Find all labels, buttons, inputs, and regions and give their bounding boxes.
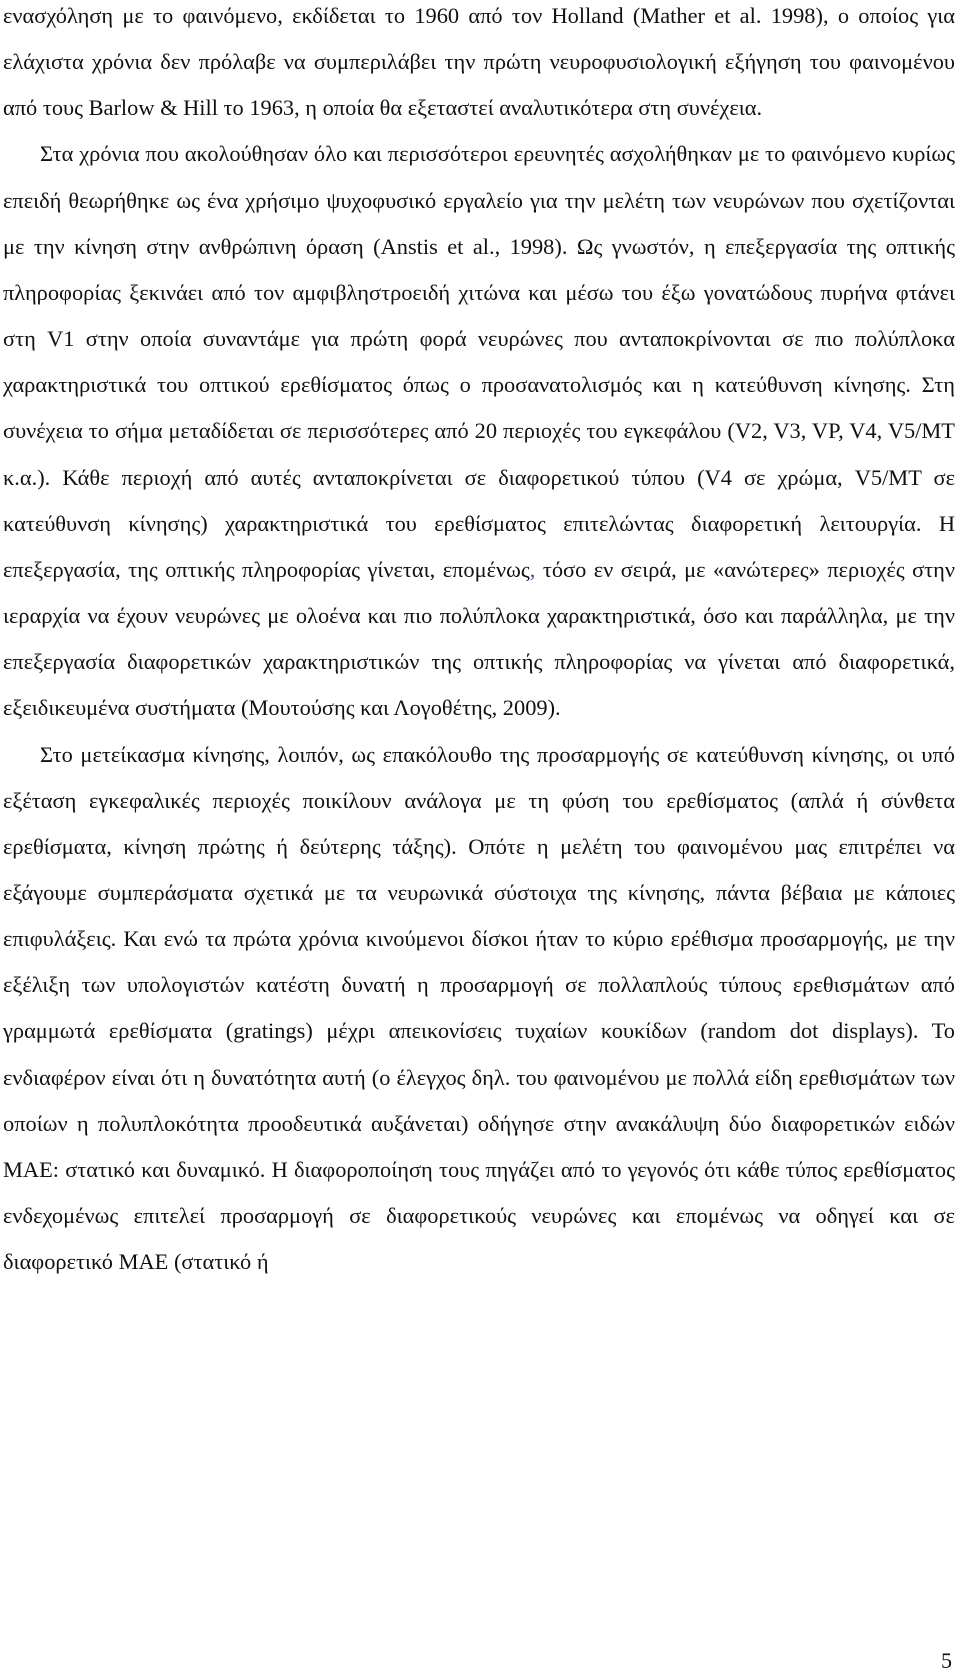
paragraph-2-text-end: τόσο εν σειρά, με «ανώτερες» περιοχές στην ιεραρχία να έχουν νευρώνες με ολοένα και πιο πολύπλοκα χαρακτηριστικά, όσο και παράλληλα, με την επεξεργασία διαφορετικών χαρακτηριστικών της οπτικής πληροφορίας να γίνεται από διαφορετικά, εξειδικευμένα συστήματα (Μουτούσης και Λογοθέτης, 2009). bbox=[3, 556, 955, 721]
page-number: 5 bbox=[941, 1648, 952, 1673]
paragraph-2 bbox=[3, 131, 955, 731]
paragraph-3: Στο μετείκασμα κίνησης, λοιπόν, ως επακόλουθο της προσαρμογής σε κατεύθυνση κίνησης, οι υπό εξέταση εγκεφαλικές περιοχές ποικίλουν ανάλογα με τη φύση του ερεθίσματος (απλά ή σύνθετα ερεθίσματα, κίνηση πρώτης ή δεύτερης τάξης). Οπότε η μελέτη του φαινομένου μας επιτρέπει να εξάγουμε συμπεράσματα σχετικά με τα νευρωνικά σύστοιχα της κίνησης, πάντα βέβαια με κάποιες επιφυλάξεις. Και ενώ τα πρώτα χρόνια κινούμενοι δίσκοι ήταν το κύριο ερέθισμα προσαρμογής, με την εξέλιξη των υπολογιστών κατέστη δυνατή η προσαρμογή σε πολλαπλούς τύπους ερεθισμάτων από γραμμωτά ερεθίσματα (gratings) μέχρι απεικονίσεις τυχαίων κουκίδων (random dot displays). Το ενδιαφέρον είναι ότι η δυνατότητα αυτή (ο έλεγχος δηλ. του φαινομένου με πολλά είδη ερεθισμάτων των οποίων η πολυπλοκότητα προοδευτικά αυξάνεται) οδήγησε στην ανακάλυψη δύο διαφορετικών ειδών ΜΑΕ: στατικό και δυναμικό. Η διαφοροποίηση τους πηγάζει από το γεγονός ότι κάθε τύπος ερεθίσματος ενδεχομένως επιτελεί προσαρμογή σε διαφορετικούς νευρώνες και επομένως να οδηγεί και σε διαφορετικό ΜΑΕ (στατικό ή bbox=[3, 741, 955, 1275]
body-text bbox=[3, 0, 955, 1285]
paragraph-1: ενασχόληση με το φαινόμενο, εκδίδεται το 1960 από τον Holland (Mather et al. 1998), ο οποίος για ελάχιστα χρόνια δεν πρόλαβε να συμπεριλάβει την πρώτη νευροφυσιολογική εξήγηση του φαινομένου από τους Barlow & Hill το 1963, η οποία θα εξεταστεί αναλυτικότερα στη συνέχεια. bbox=[3, 3, 955, 121]
highlighted-comma: , bbox=[529, 556, 536, 582]
paragraph-2-text-start: Στα χρόνια που ακολούθησαν όλο και περισσότεροι ερευνητές ασχολήθηκαν με το φαινόμενο κυρίως επειδή θεωρήθηκε ως ένα χρήσιμο ψυχοφυσικό εργαλείο για την μελέτη των νευρώνων που σχετίζονται με την κίνηση στην ανθρώπινη όραση (Anstis et al., 1998). Ως γνωστόν, η επεξεργασία της οπτικής πληροφορίας ξεκινάει από τον αμφιβληστροειδή χιτώνα και μέσω του έξω γονατώδους πυρήνα φτάνει στη V1 στην οποία συναντάμε για πρώτη φορά νευρώνες που ανταποκρίνονται σε πιο πολύπλοκα χαρακτηριστικά του οπτικού ερεθίσματος όπως ο προσανατολισμός και η κατεύθυνση κίνησης. Στη συνέχεια το σήμα μεταδίδεται σε περισσότερες από 20 περιοχές του εγκεφάλου (V2, V3, VP, V4, V5/MT κ.α.). Κάθε περιοχή από αυτές ανταποκρίνεται σε διαφορετικού τύπου (V4 σε χρώμα, V5/MT σε κατεύθυνση κίνησης) χαρακτηριστικά του ερεθίσματος επιτελώντας διαφορετική λειτουργία. Η επεξεργασία, της οπτικής πληροφορίας γίνεται, επομένως bbox=[3, 141, 955, 582]
